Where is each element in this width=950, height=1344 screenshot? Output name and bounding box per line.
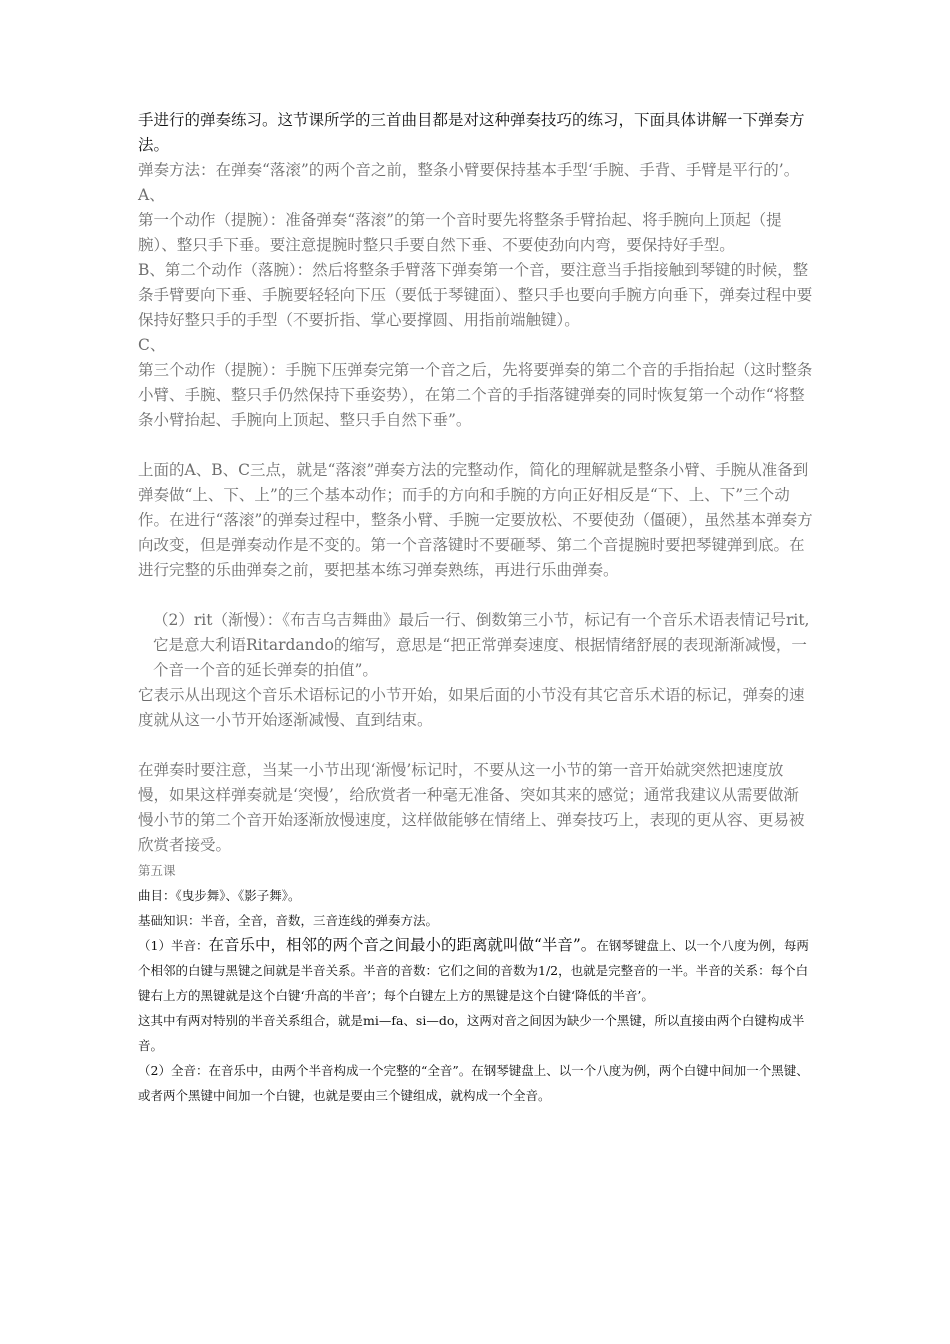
semitone-paragraph (138, 933, 814, 1008)
step-a-text: 第一个动作（提腕）：准备弹奏“落滚”的第一个音时要先将整条手臂抬起、将手腕向上顶起（提腕）、整只手下垂。要注意提腕时整只手要自然下垂、不要使劲向内弯，要保持好手型。 (138, 211, 782, 254)
lesson-songs: 曲目：《曳步舞》、《影子舞》。 (138, 888, 301, 903)
rit-paragraph-3: 在弹奏时要注意，当某一小节出现‘渐慢’标记时，不要从这一小节的第一音开始就突然把速度放慢，如果这样弹奏就是‘突慢’，给欣赏者一种毫无准备、突如其来的感觉；通常我建议从需要做渐慢小节的第二个音开始逐渐放慢速度，这样做能够在情绪上、弹奏技巧上，表现的更从容、更易被欣赏者接受。 (138, 761, 805, 854)
semitone-definition: 在音乐中，相邻的两个音之间最小的距离就叫做“半音”。 (208, 936, 597, 954)
method-recap: 上面的A、B、C三点，就是“落滚”弹奏方法的完整动作，简化的理解就是整条小臂、手腕从准备到弹奏做“上、下、上”的三个基本动作；而手的方向和手腕的方向正好相反是“下、上、下”三个动作。在进行“落滚”的弹奏过程中，整条小臂、手腕一定要放松、不要使劲（僵硬），虽然基本弹奏方向改变，但是弹奏动作是不变的。第一个音落键时不要砸琴、第二个音提腕时要把琴键弹到底。在进行完整的乐曲弹奏之前，要把基本练习弹奏熟练，再进行乐曲弹奏。 (138, 461, 813, 579)
step-b-text: B、第二个动作（落腕）：然后将整条手臂落下弹奏第一个音，要注意当手指接触到琴键的时候，整条手臂要向下垂、手腕要轻轻向下压（要低于琴键面）、整只手也要向手腕方向垂下，弹奏过程中要保持好整只手的手型（不要折指、掌心要撑圆、用指前端触键）。 (138, 261, 813, 329)
intro-paragraph: 手进行的弹奏练习。这节课所学的三首曲目都是对这种弹奏技巧的练习，下面具体讲解一下弹奏方法。 (138, 111, 805, 154)
step-a-label: A、 (138, 186, 165, 204)
rit-paragraph-1: （2）rit（渐慢）：《布吉乌吉舞曲》最后一行、倒数第三小节，标记有一个音乐术语表情记号rit,它是意大利语Ritardando的缩写，意思是“把正常弹奏速度、根据情绪舒展的表现渐渐减慢，一个音一个音的延长弹奏的拍值”。 (153, 611, 810, 679)
special-semitone-paragraph: 这其中有两对特别的半音关系组合，就是mi—fa、si—do，这两对音之间因为缺少一个黑键，所以直接由两个白键构成半音。 (138, 1013, 805, 1053)
lesson-title: 第五课 (138, 863, 176, 878)
semitone-lead: （1）半音： (138, 938, 209, 953)
step-c-label: C、 (138, 336, 166, 354)
step-c-text: 第三个动作（提腕）：手腕下压弹奏完第一个音之后，先将要弹奏的第二个音的手指抬起（这时整条小臂、手腕、整只手仍然保持下垂姿势），在第二个音的手指落键弹奏的同时恢复第一个动作“将整条小臂抬起、手腕向上顶起、整只手自然下垂”。 (138, 361, 813, 429)
method-summary: 弹奏方法：在弹奏“落滚”的两个音之前，整条小臂要保持基本手型‘手腕、手背、手臂是平行的’。 (138, 161, 800, 179)
rit-paragraph-2: 它表示从出现这个音乐术语标记的小节开始，如果后面的小节没有其它音乐术语的标记，弹奏的速度就从这一小节开始逐渐减慢、直到结束。 (138, 686, 805, 729)
whole-tone-paragraph: （2）全音：在音乐中，由两个半音构成一个完整的“全音”。在钢琴键盘上、以一个八度为例，两个白键中间加一个黑键、或者两个黑键中间加一个白键，也就是要由三个键组成，就构成一个全音。 (138, 1063, 809, 1103)
spacer (138, 733, 814, 758)
lesson-basics: 基础知识：半音，全音，音数，三音连线的弹奏方法。 (138, 913, 439, 928)
document-body (138, 108, 814, 1108)
spacer (138, 433, 814, 458)
spacer (138, 583, 814, 608)
semitone-details: 在钢琴键盘上、以一个八度为例，每两个相邻的白键与黑键之间就是半音关系。半音的音数：它们之间的音数为1/2，也就是完整音的一半。半音的关系：每个白键右上方的黑键就是这个白键‘升高的半音’；每个白键左上方的黑键是这个白键‘降低的半音’。 (138, 938, 809, 1003)
